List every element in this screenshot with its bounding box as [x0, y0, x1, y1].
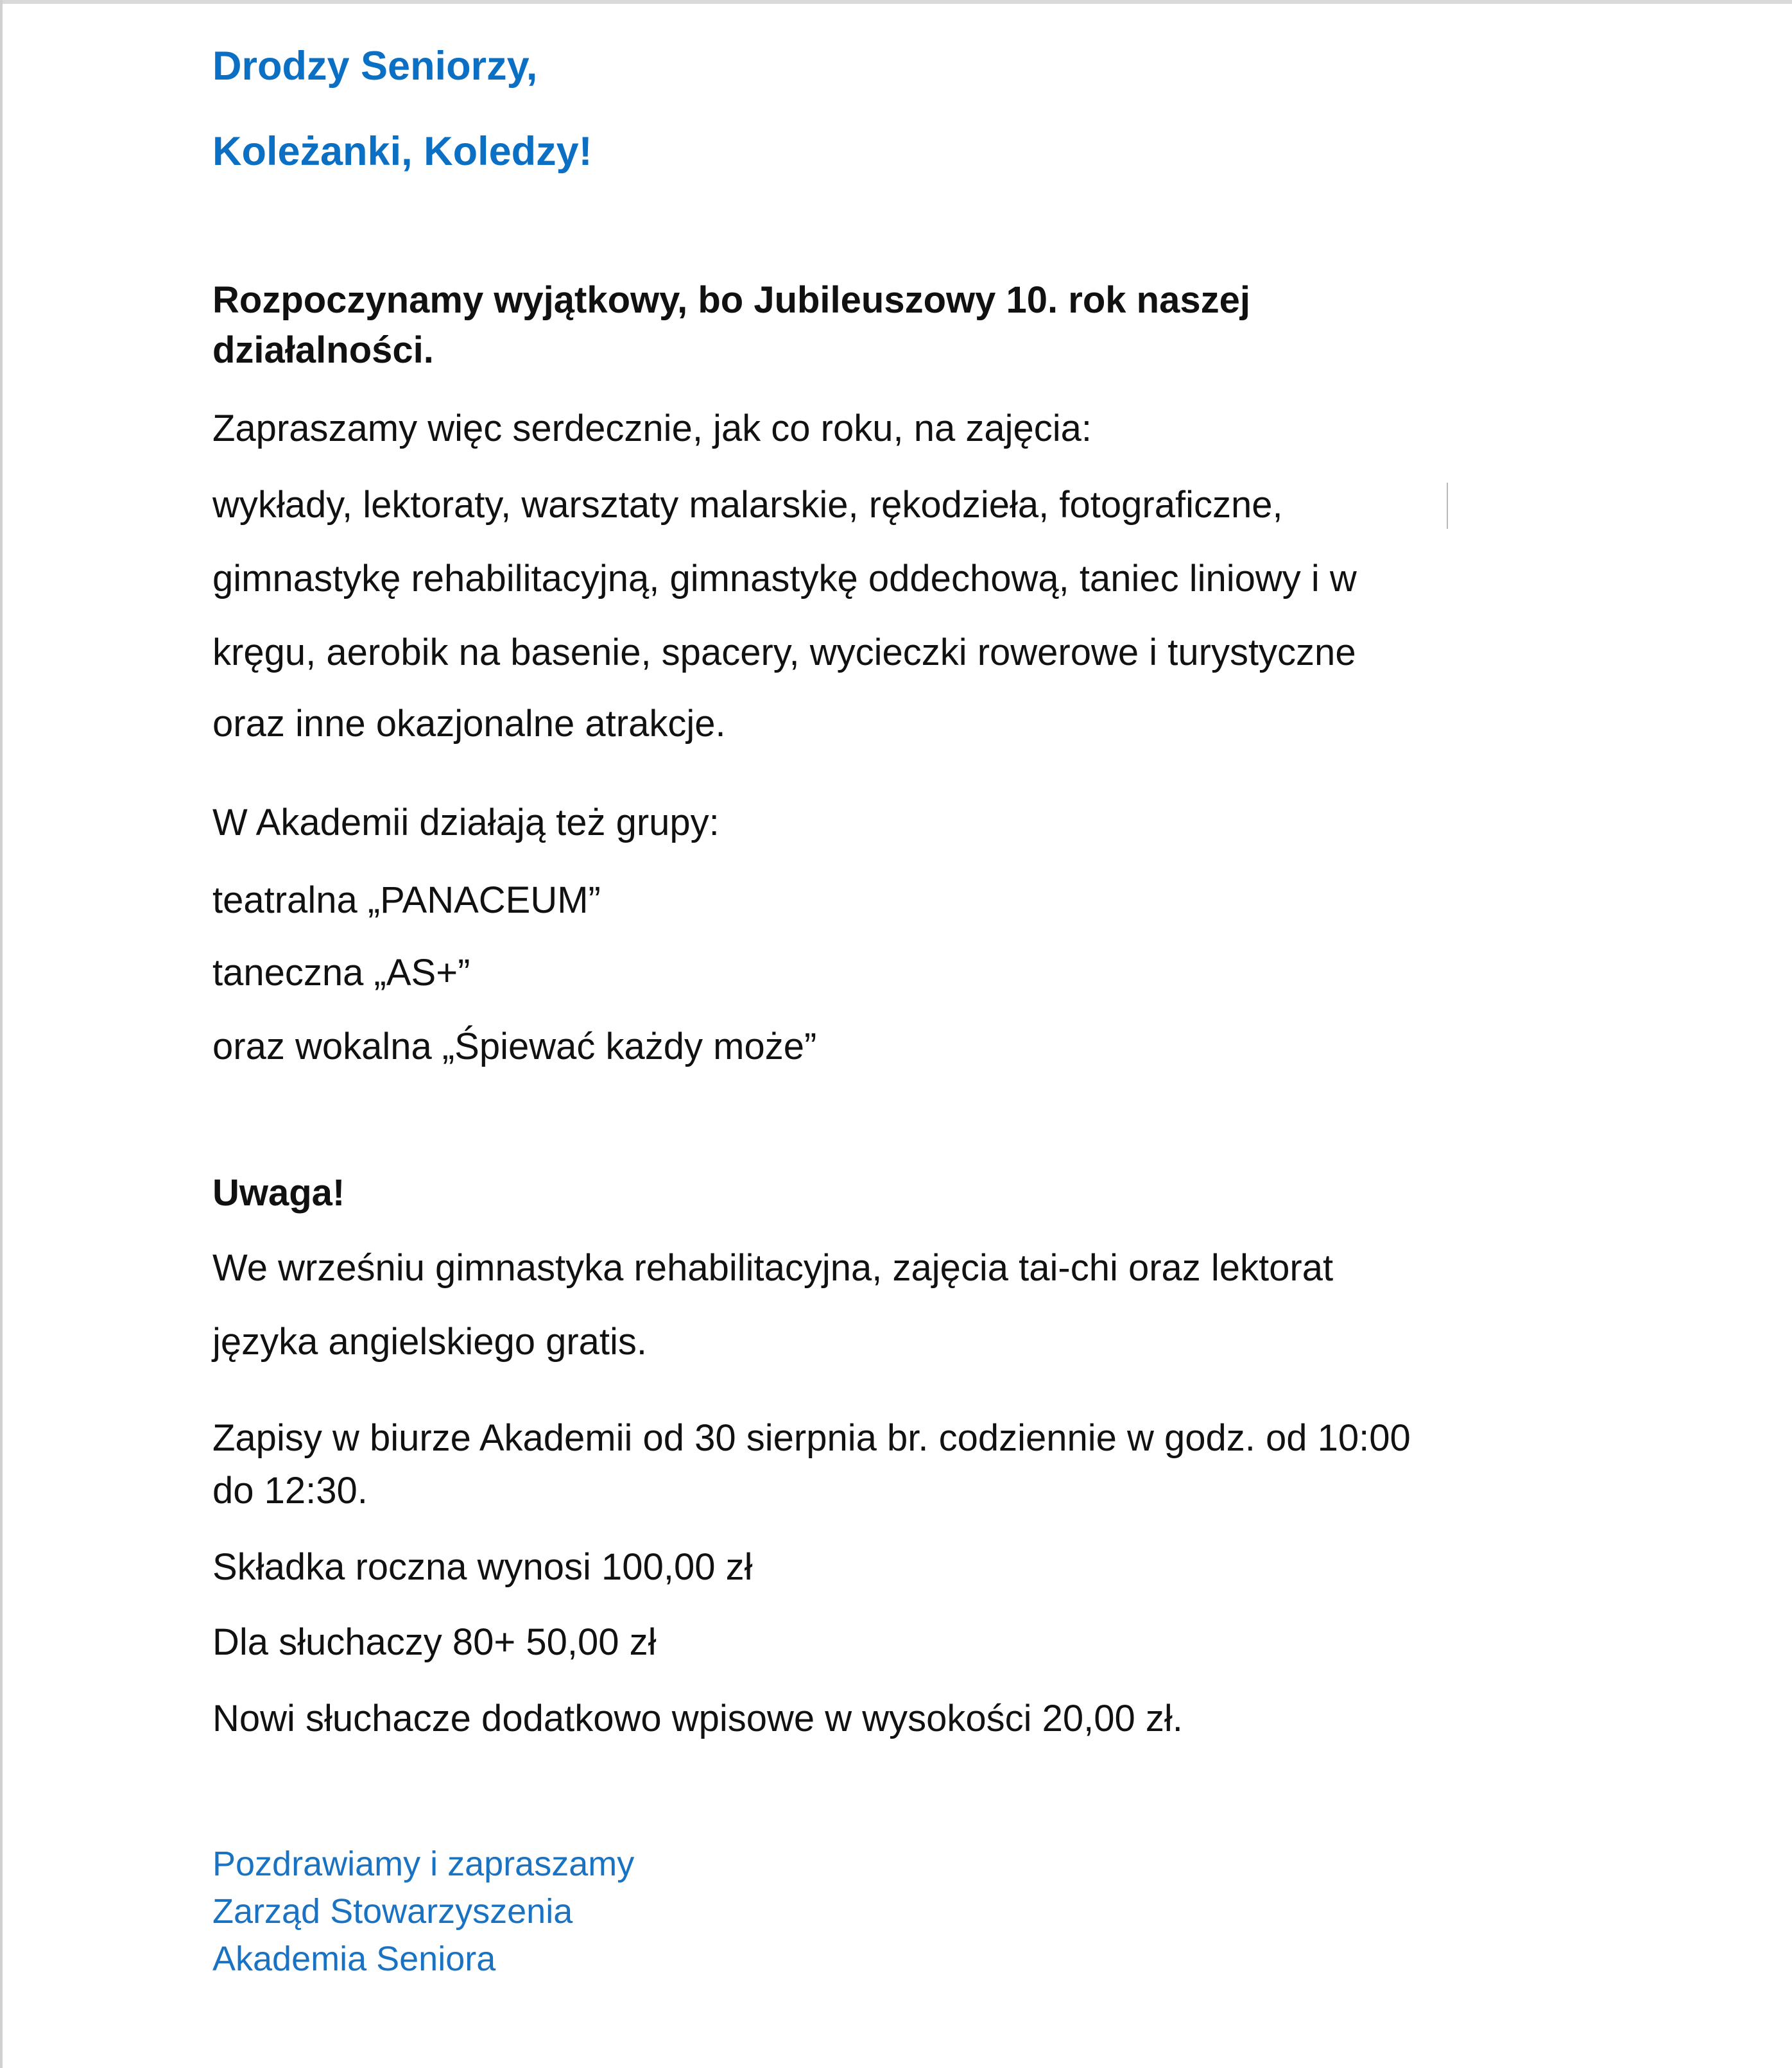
- group-dance: taneczna „AS+”: [212, 952, 470, 994]
- greeting-line-1: Drodzy Seniorzy,: [212, 44, 538, 89]
- group-vocal: oraz wokalna „Śpiewać każdy może”: [212, 1026, 817, 1067]
- notice-line-1: We wrześniu gimnastyka rehabilitacyjna, zajęcia tai-chi oraz lektorat: [212, 1247, 1334, 1289]
- fee-80plus: Dla słuchaczy 80+ 50,00 zł: [212, 1621, 657, 1663]
- signature-line-3: Akademia Seniora: [212, 1940, 496, 1978]
- enrollment-line-2: do 12:30.: [212, 1470, 368, 1512]
- signature-line-1: Pozdrawiamy i zapraszamy: [212, 1845, 635, 1883]
- activities-line-1: wykłady, lektoraty, warsztaty malarskie, rękodzieła, fotograficzne,: [212, 484, 1283, 526]
- signature-line-2: Zarząd Stowarzyszenia: [212, 1892, 573, 1931]
- text-cursor: [1447, 483, 1448, 529]
- groups-intro: W Akademii działają też grupy:: [212, 802, 719, 843]
- activities-line-3: kręgu, aerobik na basenie, spacery, wycieczki rowerowe i turystyczne: [212, 632, 1356, 673]
- page-top-border: [0, 0, 1792, 4]
- greeting-line-2: Koleżanki, Koledzy!: [212, 129, 592, 174]
- fee-entry: Nowi słuchacze dodatkowo wpisowe w wysokości 20,00 zł.: [212, 1698, 1183, 1739]
- intro-bold-line-2: działalności.: [212, 329, 434, 371]
- intro-bold-line-1: Rozpoczynamy wyjątkowy, bo Jubileuszowy 10. rok naszej: [212, 279, 1250, 321]
- notice-heading: Uwaga!: [212, 1172, 345, 1214]
- group-theatre: teatralna „PANACEUM”: [212, 879, 601, 921]
- activities-line-2: gimnastykę rehabilitacyjną, gimnastykę oddechową, taniec liniowy i w: [212, 558, 1357, 599]
- fee-annual: Składka roczna wynosi 100,00 zł: [212, 1546, 753, 1588]
- page-left-border: [0, 0, 3, 2068]
- enrollment-line-1: Zapisy w biurze Akademii od 30 sierpnia br. codziennie w godz. od 10:00: [212, 1417, 1411, 1459]
- invitation-text: Zapraszamy więc serdecznie, jak co roku, na zajęcia:: [212, 408, 1092, 449]
- notice-line-2: języka angielskiego gratis.: [212, 1321, 648, 1363]
- activities-line-4: oraz inne okazjonalne atrakcje.: [212, 703, 726, 745]
